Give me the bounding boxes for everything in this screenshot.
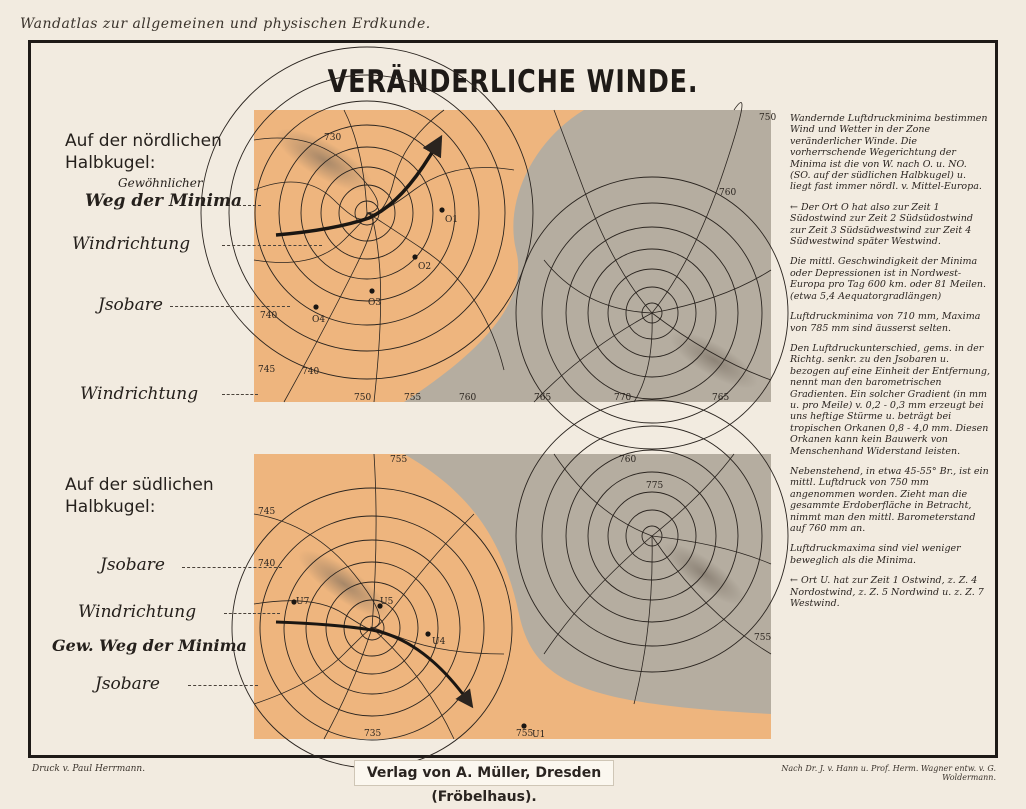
north-heading-line2: Halbkugel: <box>65 153 156 173</box>
south-label-isobar1: Jsobare <box>100 555 165 575</box>
place-o4: O4 <box>312 315 326 325</box>
isobar-value: 750 <box>759 113 777 123</box>
leader-line <box>222 394 258 395</box>
place-o2: O2 <box>418 262 432 272</box>
isobar-value: 735 <box>364 729 382 739</box>
south-label-path: Gew. Weg der Minima <box>52 636 247 655</box>
place-u7: U7 <box>296 597 310 607</box>
place-u4: U4 <box>432 637 446 647</box>
north-label-wind1: Windrichtung <box>72 234 191 254</box>
explanation-paragraph: Nebenstehend, in etwa 45-55° Br., ist ein mittl. Luftdruck von 750 mm angenommen worden. Zieht man die gesammte Erdoberfläche in Betracht, nimmt man den mittl. Barometerstand auf 760 mm an. <box>790 465 989 534</box>
north-label-wind2: Windrichtung <box>80 384 199 404</box>
author-credit: Nach Dr. J. v. Hann u. Prof. Herm. Wagner entw. v. G. Woldermann. <box>781 764 996 782</box>
south-heading-line1: Auf der südlichen <box>65 475 214 495</box>
isobar-value: 760 <box>619 455 637 465</box>
isobar-value: 755 <box>390 455 408 465</box>
north-map-drawing <box>254 110 777 403</box>
south-label-isobar2: Jsobare <box>95 674 160 694</box>
explanation-text <box>790 113 990 618</box>
isobar-value: 765 <box>712 393 730 403</box>
isobar-value: 775 <box>646 481 664 491</box>
north-label-isobar: Jsobare <box>98 295 163 315</box>
leader-line <box>170 306 290 307</box>
south-heading-line2: Halbkugel: <box>65 497 156 517</box>
isobar-value: 740 <box>258 559 276 569</box>
explanation-paragraph: Luftdruckminima von 710 mm, Maxima von 785 mm sind äusserst selten. <box>790 311 981 334</box>
south-map <box>254 454 771 739</box>
isobar-value: 730 <box>324 133 342 143</box>
north-label-common: Gewöhnlicher <box>118 176 203 190</box>
leader-line <box>188 685 258 686</box>
isobar-value: 755 <box>516 729 534 739</box>
isobar-value: 740 <box>260 311 278 321</box>
explanation-paragraph: Luftdruckmaxima sind viel weniger beweglich als die Minima. <box>790 543 961 566</box>
explanation-paragraph: ← Der Ort O hat also zur Zeit 1 Südostwind zur Zeit 2 Südsüdostwind zur Zeit 3 Südsüdwestwind zur Zeit 4 Südwestwind später Westwind. <box>790 201 973 248</box>
isobar-value: 765 <box>534 393 552 403</box>
north-heading <box>65 130 235 174</box>
explanation-paragraph: Die mittl. Geschwindigkeit der Minima oder Depressionen ist in Nordwest-Europa pro Tag 600 km. oder 81 Meilen. (etwa 5,4 Aequatorgradlängen) <box>790 256 987 302</box>
leader-line <box>222 245 322 246</box>
north-map <box>254 110 777 403</box>
leader-line <box>224 613 280 614</box>
place-o3: O3 <box>368 298 382 308</box>
leader-line <box>182 567 282 568</box>
isobar-value: 760 <box>459 393 477 403</box>
north-label-path: Weg der Minima <box>85 191 243 211</box>
page-title: VERÄNDERLICHE WINDE. <box>327 64 699 100</box>
south-map-drawing <box>254 454 771 739</box>
place-u5: U5 <box>380 597 394 607</box>
place-u1: U1 <box>532 730 546 740</box>
isobar-value: 745 <box>258 365 276 375</box>
north-heading-line1: Auf der nördlichen <box>65 131 222 151</box>
south-heading <box>65 474 235 518</box>
south-label-wind: Windrichtung <box>78 602 197 622</box>
leader-line <box>233 205 261 206</box>
atlas-caption: Wandatlas zur allgemeinen und physischen Erdkunde. <box>20 16 431 32</box>
explanation-paragraph: Den Luftdruckunterschied, gems. in der Richtg. senkr. zu den Jsobaren u. bezogen auf eine Einheit der Entfernung, nennt man den barometrischen Gradienten. Ein solcher Gradient (in mm u. pro Meile) v. 0,2 - 0,3 mm erzeugt bei uns heftige Stürme u. beträgt bei tropischen Orkanen 0,8 - 4,0 mm. Diesen Orkanen kann kein Bauwerk von Menschenhand Widerstand leisten. <box>790 342 990 457</box>
explanation-paragraph: Wandernde Luftdruckminima bestimmen Wind und Wetter in der Zone veränderlicher Winde. Die vorherrschende Wegerichtung der Minima ist die von W. nach O. u. NO. (SO. auf der südlichen Halbkugel) u. liegt fast immer nördl. v. Mittel-Europa. <box>790 113 988 193</box>
isobar-value: 755 <box>404 393 422 403</box>
publisher-label: Verlag von A. Müller, Dresden (Fröbelhaus). <box>354 760 614 786</box>
isobar-value: 740 <box>302 367 320 377</box>
isobar-value: 755 <box>754 633 772 643</box>
isobar-value: 770 <box>614 393 632 403</box>
printer-credit: Druck v. Paul Herrmann. <box>32 764 146 774</box>
isobar-value: 760 <box>719 188 737 198</box>
isobar-value: 745 <box>258 507 276 517</box>
isobar-value: 750 <box>354 393 372 403</box>
explanation-paragraph: ← Ort U. hat zur Zeit 1 Ostwind, z. Z. 4 Nordostwind, z. Z. 5 Nordwind u. z. Z. 7 Westwind. <box>790 575 984 610</box>
place-o1: O1 <box>445 215 459 225</box>
